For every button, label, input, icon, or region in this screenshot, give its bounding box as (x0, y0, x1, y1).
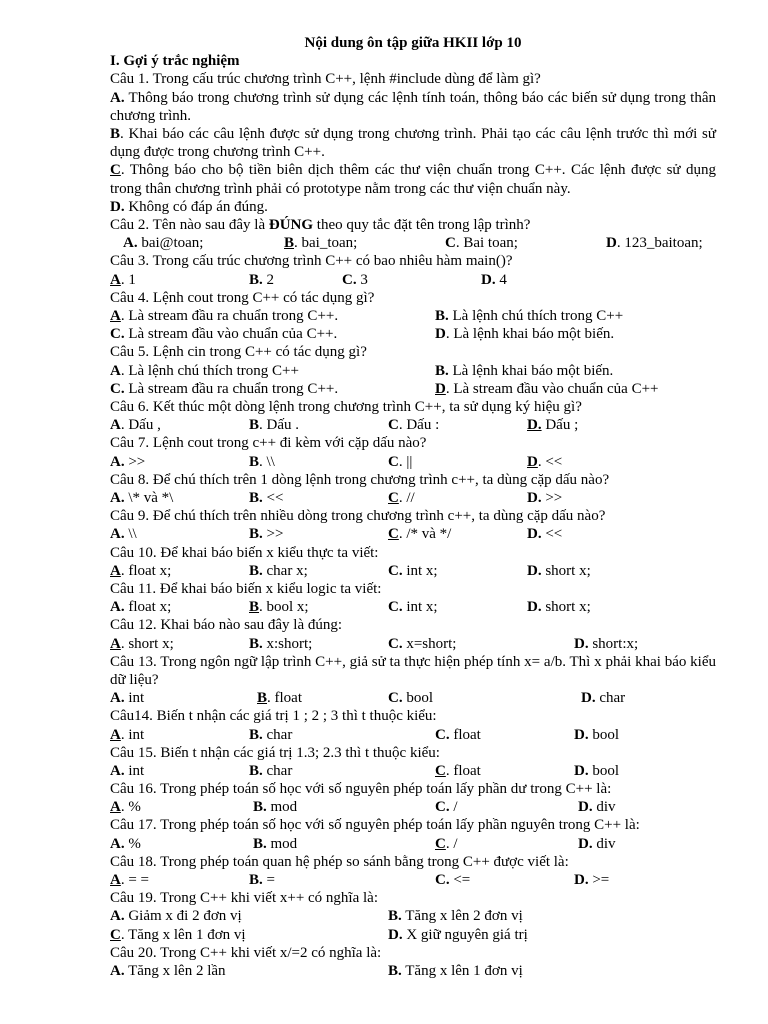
option-b: B. char (249, 762, 293, 779)
options-row (110, 271, 716, 289)
option-a: A. Dấu , (110, 417, 161, 434)
option-b: B. Khai báo các câu lệnh được sử dụng trong chương trình. Phải tạo các câu lệnh trước thì mới sử dụng được trong chương trình C++. (110, 126, 716, 161)
options-row (110, 307, 716, 325)
option-b: B. >> (249, 526, 284, 543)
options-row (110, 416, 716, 434)
option-d: D. 4 (481, 271, 507, 288)
question-stem: Câu 15. Biến t nhận các giá trị 1.3; 2.3 thì t thuộc kiểu: (110, 744, 440, 761)
question-14 (110, 707, 716, 743)
option-a: A. Là stream đầu ra chuẩn trong C++. (110, 308, 339, 325)
document-title: Nội dung ôn tập giữa HKII lớp 10 (304, 35, 522, 51)
option-c: C. / (435, 799, 458, 816)
option-d: D. Là stream đầu vào chuẩn của C++ (435, 380, 659, 397)
option-c: C. // (388, 489, 415, 506)
option-b: B. Là lệnh chú thích trong C++ (435, 308, 624, 325)
option-a: A. bai@toan; (123, 235, 204, 252)
options-row (110, 489, 716, 507)
options-row (110, 598, 716, 616)
question-stem: Câu 17. Trong phép toán số học với số nguyên phép toán lấy phần nguyên trong C++ là: (110, 817, 640, 834)
options-row (110, 689, 716, 707)
option-c: C. /* và */ (388, 526, 452, 543)
option-a: A. 1 (110, 271, 136, 288)
options-row (110, 325, 716, 343)
question-stem: Câu 8. Để chú thích trên 1 dòng lệnh trong chương trình c++, ta dùng cặp dấu nào? (110, 471, 610, 488)
option-d: D. Dấu ; (527, 417, 579, 434)
option-d: D. << (527, 453, 563, 470)
option-a: A. int (110, 762, 145, 779)
option-b: B. << (249, 489, 284, 506)
option-d: D. X giữ nguyên giá trị (388, 926, 528, 943)
question-stem: Câu 5. Lệnh cin trong C++ có tác dụng gì? (110, 344, 367, 361)
option-d: D. short:x; (574, 635, 639, 652)
option-c: C. || (388, 453, 413, 470)
option-d: D. Là lệnh khai báo một biến. (435, 326, 615, 343)
option-b: B. char x; (249, 562, 308, 579)
question-stem: Câu 9. Để chú thích trên nhiều dòng trong chương trình c++, ta dùng cặp dấu nào? (110, 508, 606, 525)
option-c: C. float (435, 726, 481, 743)
option-c: C. Là stream đầu vào chuẩn của C++. (110, 326, 338, 343)
option-d: D. short x; (527, 562, 591, 579)
option-a: A. >> (110, 453, 146, 470)
option-b: B. \\ (249, 453, 275, 470)
option-a: A. short x; (110, 635, 174, 652)
option-a: A. = = (110, 872, 150, 889)
question-19 (110, 889, 716, 944)
question-18 (110, 853, 716, 889)
option-d: D. >> (527, 489, 563, 506)
question-4 (110, 289, 716, 344)
option-a: A. float x; (110, 562, 172, 579)
option-b: B. mod (253, 835, 298, 852)
option-c: C. x=short; (388, 635, 457, 652)
options-row (110, 362, 716, 380)
option-d: D. >= (574, 872, 610, 889)
options-row (110, 726, 716, 744)
question-stem: Câu 3. Trong cấu trúc chương trình C++ có bao nhiêu hàm main()? (110, 253, 513, 270)
option-a: A. int (110, 690, 145, 707)
options-row (110, 835, 716, 853)
question-2 (110, 216, 716, 252)
option-b: B. Dấu . (249, 417, 300, 434)
options-row (110, 762, 716, 780)
option-c: C. float (435, 762, 481, 779)
option-c: C. int x; (388, 599, 438, 616)
question-15 (110, 744, 716, 780)
option-c: C. Là stream đầu ra chuẩn trong C++. (110, 380, 339, 397)
option-b: B. mod (253, 799, 298, 816)
question-stem: Câu 18. Trong phép toán quan hệ phép so sánh bằng trong C++ được viết là: (110, 853, 569, 870)
option-b: B. bool x; (249, 599, 309, 616)
option-c: C. int x; (388, 562, 438, 579)
option-a: A. % (110, 799, 141, 816)
section-heading: I. Gợi ý trắc nghiệm (110, 53, 240, 70)
option-b: B. float (257, 690, 303, 707)
question-10 (110, 544, 716, 580)
question-11 (110, 580, 716, 616)
option-b: B. Là lệnh khai báo một biến. (435, 362, 614, 379)
question-stem: Câu 19. Trong C++ khi viết x++ có nghĩa là: (110, 890, 379, 907)
options-row (110, 234, 716, 252)
option-d: D. bool (574, 726, 620, 743)
option-c: C. Dấu : (388, 417, 440, 434)
option-d: D. div (578, 835, 616, 852)
question-5 (110, 343, 716, 398)
question-12 (110, 616, 716, 652)
option-a: A. float x; (110, 599, 172, 616)
question-stem: Câu 1. Trong cấu trúc chương trình C++, lệnh #include dùng để làm gì? (110, 71, 541, 88)
question-stem: Câu 12. Khai báo nào sau đây là đúng: (110, 617, 343, 634)
option-c: C. bool (388, 690, 434, 707)
option-c: C. Thông báo cho bộ tiền biên dịch thêm các thư viện chuẩn trong C++. Các lệnh được sử dụng trong thân chương trình phải có prototype nằm trong các thư viện chuẩn này. (110, 162, 716, 197)
option-b: B. char (249, 726, 293, 743)
option-d: D. short x; (527, 599, 591, 616)
option-d: D. << (527, 526, 563, 543)
question-6 (110, 398, 716, 434)
question-7 (110, 434, 716, 470)
question-stem: Câu 11. Để khai báo biến x kiểu logic ta viết: (110, 580, 382, 597)
question-1 (110, 70, 716, 216)
question-stem: Câu 2. Tên nào sau đây là ĐÚNG theo quy tắc đặt tên trong lập trình? (110, 217, 531, 234)
options-row (110, 635, 716, 653)
question-stem: Câu 20. Trong C++ khi viết x/=2 có nghĩa là: (110, 944, 382, 961)
question-stem: Câu 7. Lệnh cout trong c++ đi kèm với cặp dấu nào? (110, 435, 427, 452)
options-row (110, 562, 716, 580)
option-d: D. bool (574, 762, 620, 779)
option-c: C. Bai toan; (445, 235, 518, 252)
options-row (110, 907, 716, 925)
question-17 (110, 816, 716, 852)
option-a: A. Thông báo trong chương trình sử dụng các lệnh tính toán, thông báo các biến sử dụng trong thân chương trình. (110, 89, 716, 124)
question-8 (110, 471, 716, 507)
option-d: D. Không có đáp án đúng. (110, 198, 268, 215)
question-3 (110, 252, 716, 288)
question-stem: Câu 10. Để khai báo biến x kiểu thực ta viết: (110, 544, 379, 561)
option-b: B. Tăng x lên 1 đơn vị (388, 963, 523, 980)
options-row (110, 798, 716, 816)
option-d: D. div (578, 799, 616, 816)
option-b: B. = (249, 872, 275, 889)
question-20 (110, 944, 716, 980)
option-b: B. bai_toan; (284, 235, 358, 252)
option-c: C. Tăng x lên 1 đơn vị (110, 926, 246, 943)
option-c: C. <= (435, 872, 471, 889)
option-d: D. 123_baitoan; (606, 235, 703, 252)
option-b: B. x:short; (249, 635, 313, 652)
option-a: A. % (110, 835, 141, 852)
option-d: D. char (581, 690, 626, 707)
options-row (110, 871, 716, 889)
option-a: A. Là lệnh chú thích trong C++ (110, 362, 299, 379)
question-13 (110, 653, 716, 708)
options-row (110, 380, 716, 398)
question-stem: Câu 16. Trong phép toán số học với số nguyên phép toán lấy phần dư trong C++ là: (110, 781, 612, 798)
option-a: A. \* và *\ (110, 489, 174, 506)
option-a: A. int (110, 726, 145, 743)
option-a: A. \\ (110, 526, 137, 543)
option-a: A. Tăng x lên 2 lần (110, 963, 226, 980)
option-c: C. / (435, 835, 458, 852)
options-row (110, 453, 716, 471)
option-c: C. 3 (342, 271, 368, 288)
option-a: A. Giảm x đi 2 đơn vị (110, 908, 242, 925)
options-row (110, 962, 716, 980)
question-stem: Câu14. Biến t nhận các giá trị 1 ; 2 ; 3 thì t thuộc kiểu: (110, 708, 437, 725)
option-b: B. Tăng x lên 2 đơn vị (388, 908, 523, 925)
question-16 (110, 780, 716, 816)
question-stem: Câu 4. Lệnh cout trong C++ có tác dụng gì? (110, 289, 375, 306)
question-stem: Câu 6. Kết thúc một dòng lệnh trong chương trình C++, ta sử dụng ký hiệu gì? (110, 398, 582, 415)
option-b: B. 2 (249, 271, 275, 288)
options-row (110, 525, 716, 543)
options-row (110, 926, 716, 944)
question-stem: Câu 13. Trong ngôn ngữ lập trình C++, giả sử ta thực hiện phép tính x= a/b. Thì x phải khai báo kiểu dữ liệu? (110, 653, 716, 688)
question-9 (110, 507, 716, 543)
